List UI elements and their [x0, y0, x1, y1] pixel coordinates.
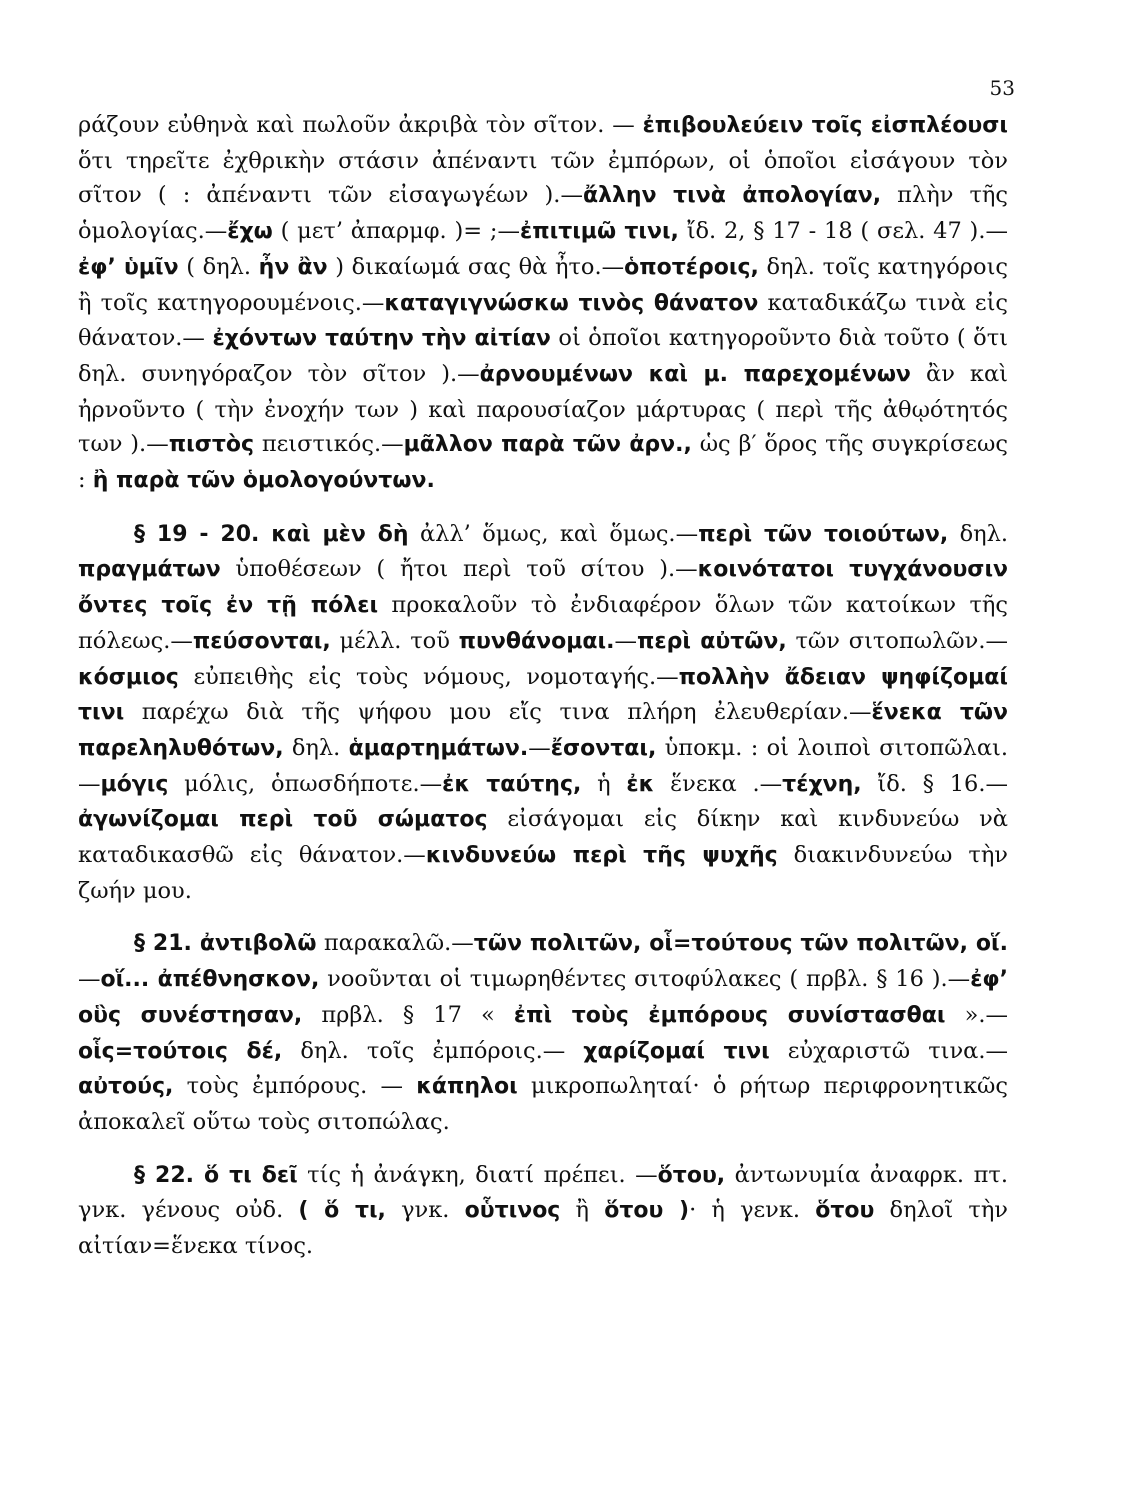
gloss-text: εὐχαριστῶ τινα.—: [769, 1037, 1008, 1064]
gloss-text: διακινδυνεύω τὴν ζωήν μου.: [78, 842, 1008, 904]
gloss-text: ὅτι τηρεῖτε ἐχθρικὴν στάσιν ἀπέναντι τῶν ἐμπόρων, οἱ ὁποῖοι εἰσάγουν τὸν σῖτον ( : ἀπέναντι τῶν εἰσαγωγέων ).—: [78, 147, 1008, 209]
gloss-text: ὡς β′ ὅρος τῆς συγκρίσεως :: [78, 431, 1008, 494]
lemma-term: ὅτου: [815, 1198, 875, 1224]
gloss-text: μέλλ. τοῦ: [330, 627, 459, 654]
lemma-term: ἐπὶ τοὺς ἐμπόρους συνίστασθαι: [513, 1002, 946, 1028]
lemma-term: πεύσονται,: [192, 628, 331, 654]
gloss-text: ράζουν εὐθηνὰ καὶ πωλοῦν ἀκριβὰ τὸν σῖτον. —: [78, 112, 643, 138]
gloss-text: μόλις, ὁπωσδήποτε.—: [168, 770, 443, 797]
lemma-term: κόσμιος: [78, 664, 179, 690]
gloss-text: ἴδ. 2, § 17 - 18 ( σελ. 47 ).—: [678, 218, 1008, 245]
gloss-text: δηλ.: [283, 734, 349, 761]
lemma-term: μᾶλλον παρὰ τῶν ἀρν.,: [403, 432, 692, 458]
lemma-term: αὐτούς,: [78, 1074, 174, 1100]
gloss-text: εἰσάγομαι εἰς δίκην καὶ κινδυνεύω νὰ καταδικασθῶ εἰς θάνατον.—: [78, 806, 1009, 869]
lemma-term: χαρίζομαί τινι: [583, 1038, 770, 1064]
lemma-term: § 22. ὅ τι δεῖ: [134, 1162, 298, 1188]
gloss-text: δηλ. τοῖς κατηγόροις ἢ τοῖς κατηγορουμένοις.—: [78, 253, 1008, 316]
gloss-text: νοοῦνται οἱ τιμωρηθέντες σιτοφύλακες ( πρβλ. § 16 ).—: [319, 966, 971, 993]
lemma-term: μόγις: [100, 771, 169, 797]
gloss-text: · ἡ γενκ.: [689, 1197, 816, 1224]
lemma-term: ἔχω: [227, 219, 273, 245]
gloss-text: ἢ: [560, 1197, 605, 1224]
lemma-term: καταγιγνώσκω τινὸς θάνατον: [384, 290, 759, 316]
gloss-text: ».—: [945, 1001, 1009, 1028]
gloss-text: εὐπειθὴς εἰς τοὺς νόμους, νομοταγής.—: [178, 663, 679, 690]
lemma-term: ἐφ’ ὑμῖν: [78, 254, 179, 280]
lemma-term: ἐφ’ οὓς συνέστησαν,: [78, 967, 1008, 1028]
lemma-term: ἔσονται,: [550, 735, 657, 761]
lemma-term: τέχνη,: [782, 771, 862, 797]
lemma-term: ἀγωνίζομαι περὶ τοῦ σώματος: [78, 807, 488, 833]
lemma-term: ἀρνουμένων καὶ μ. παρεχομένων: [479, 361, 911, 387]
lemma-term: οὗτινος: [464, 1198, 561, 1224]
gloss-text: παρακαλῶ.—: [316, 930, 474, 957]
gloss-text: καταδικάζω τινὰ εἰς θάνατον.—: [78, 289, 1008, 352]
lemma-term: περὶ τῶν τοιούτων,: [698, 521, 949, 547]
gloss-text: ἡ: [581, 770, 627, 797]
gloss-text: πειστικός.—: [254, 431, 404, 458]
gloss-text: δηλ.: [948, 520, 1009, 547]
gloss-text: ( μετ’ ἀπαρμφ. )= ;—: [272, 218, 520, 245]
page-number: 53: [989, 76, 1015, 100]
gloss-text: ἕνεκα .—: [654, 770, 783, 797]
lemma-term: ( ὅ τι,: [298, 1198, 386, 1224]
gloss-text: πλὴν τῆς ὁμολογίας.—: [78, 182, 1008, 245]
gloss-text: ἀντωνυμία ἀναφρκ. πτ. γνκ. γένους οὐδ.: [78, 1161, 1008, 1224]
paragraph-commentary-intro: [78, 108, 1008, 499]
lemma-term: κοινότατοι τυγχάνουσιν ὄντες τοῖς ἐν τῇ πόλει: [78, 557, 1008, 619]
lemma-term: ὅτου,: [657, 1162, 726, 1188]
gloss-text: γνκ.: [385, 1197, 465, 1224]
gloss-text: τοὺς ἐμπόρους. —: [173, 1073, 417, 1100]
lemma-term: πιστὸς: [168, 432, 255, 458]
lemma-term: ἦν ἂν: [258, 254, 328, 280]
gloss-text: ἴδ. § 16.—: [861, 770, 1008, 797]
gloss-text: προκαλοῦν τὸ ἐνδιαφέρον ὅλων τῶν κατοίκων τῆς πόλεως.—: [78, 592, 1008, 654]
gloss-text: —: [614, 627, 637, 654]
gloss-text: παρέχω διὰ τῆς ψήφου μου εἴς τινα πλήρη ἐλευθερίαν.—: [124, 699, 872, 726]
gloss-text: πρβλ. § 17 «: [302, 1001, 514, 1028]
lemma-term: κάπηλοι: [416, 1074, 518, 1100]
lemma-term: § 21. ἀντιβολῶ: [134, 931, 317, 957]
lemma-term: ἁμαρτημάτων.: [348, 735, 529, 761]
gloss-text: δηλοῖ τὴν αἰτίαν=ἕνεκα τίνος.: [78, 1197, 1008, 1260]
gloss-text: οἱ ὁποῖοι κατηγοροῦντο διὰ τοῦτο ( ὅτι δηλ. συνηγόραζον τὸν σῖτον ).—: [78, 325, 1008, 387]
lemma-term: οἷς=τούτοις δέ,: [78, 1038, 283, 1064]
lemma-term: τῶν πολιτῶν, οἷ=τούτους τῶν πολιτῶν, οἵ.: [473, 931, 1008, 957]
gloss-text: ) δικαίωμά σας θὰ ἦτο.—: [327, 253, 625, 280]
lemma-term: περὶ αὐτῶν,: [636, 628, 787, 654]
lemma-term: πυνθάνομαι.: [458, 628, 615, 654]
gloss-text: ἀλλ’ ὅμως, καὶ ὅμως.—: [408, 520, 699, 547]
lemma-term: ἢ παρὰ τῶν ὁμολογούντων.: [92, 468, 435, 494]
paragraph-section-21: [78, 926, 1008, 1139]
gloss-text: μικροπωληταί· ὁ ρήτωρ περιφρονητικῶς ἀποκαλεῖ οὕτω τοὺς σιτοπώλας.: [78, 1073, 1008, 1135]
lemma-term: κινδυνεύω περὶ τῆς ψυχῆς: [425, 843, 778, 869]
paragraph-section-19-20: [78, 517, 1008, 909]
gloss-text: τίς ἡ ἀνάγκη, διατί πρέπει. —: [297, 1161, 658, 1188]
gloss-text: —: [78, 966, 101, 993]
lemma-term: ἐπιτιμῶ τινι,: [519, 219, 679, 245]
lemma-term: οἵ... ἀπέθνησκον,: [100, 967, 320, 993]
lemma-term: § 19 - 20. καὶ μὲν δὴ: [134, 521, 409, 547]
lemma-term: πραγμάτων: [78, 557, 221, 583]
gloss-text: ὑποκμ. : οἱ λοιποὶ σιτοπῶλαι.—: [78, 734, 1008, 797]
lemma-term: ἕνεκα τῶν παρεληλυθότων,: [78, 700, 1008, 761]
gloss-text: ὑποθέσεων ( ἤτοι περὶ τοῦ σίτου ).—: [220, 556, 698, 583]
lemma-term: πολλὴν ἄδειαν ψηφίζομαί τινι: [78, 664, 1008, 726]
page-body: [78, 108, 1008, 1264]
lemma-term: ἄλλην τινὰ ἀπολογίαν,: [582, 183, 882, 209]
gloss-text: τῶν σιτοπωλῶν.—: [786, 627, 1008, 654]
gloss-text: δηλ. τοῖς ἐμπόροις.—: [282, 1037, 584, 1064]
lemma-term: ἐκ: [626, 771, 655, 797]
lemma-term: ἐκ ταύτης,: [442, 771, 582, 797]
gloss-text: —: [528, 734, 551, 761]
lemma-term: ἐπιβουλεύειν τοῖς εἰσπλέουσι: [642, 113, 1008, 138]
lemma-term: ὁποτέροις,: [624, 254, 759, 280]
lemma-term: ὅτου ): [604, 1198, 690, 1224]
gloss-text: ( δηλ.: [178, 253, 259, 280]
gloss-text: ἂν καὶ ἠρνοῦντο ( τὴν ἐνοχήν των ) καὶ παρουσίαζον μάρτυρας ( περὶ τῆς ἀθῳότητός των ).—: [78, 360, 1009, 458]
lemma-term: ἐχόντων ταύτην τὴν αἰτίαν: [212, 326, 551, 352]
paragraph-section-22: [78, 1158, 1008, 1264]
